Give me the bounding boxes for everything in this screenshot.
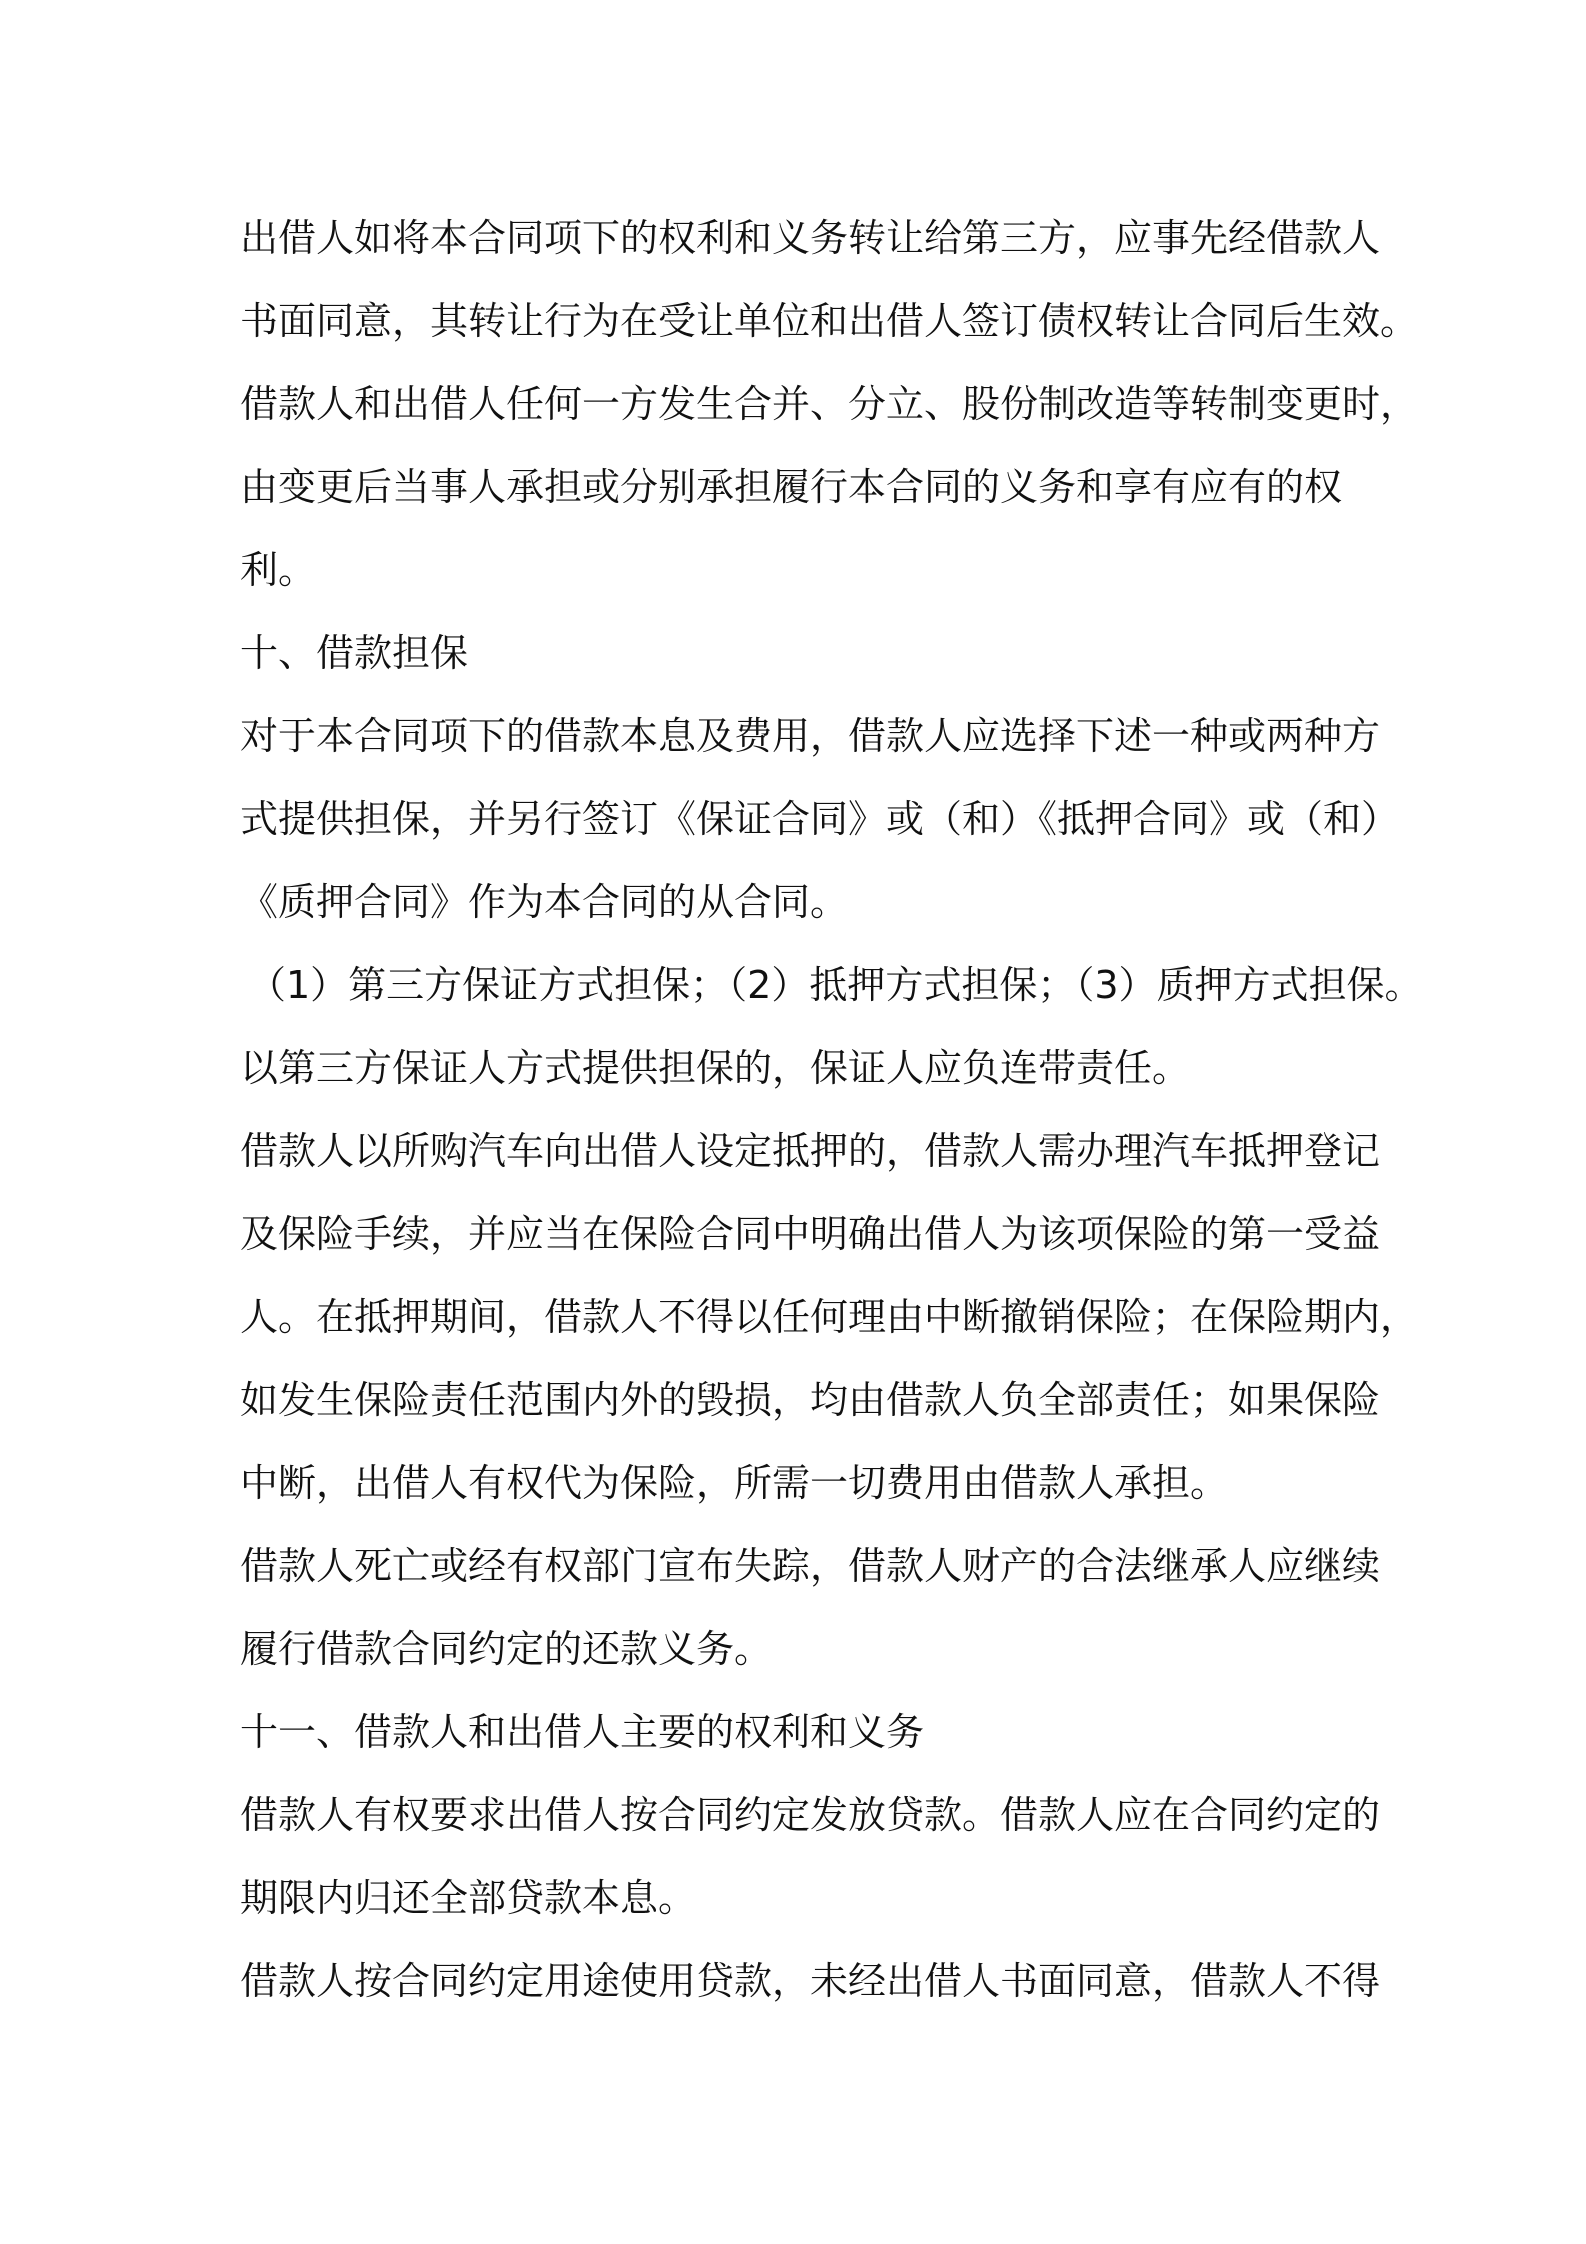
section-heading: 十一、借款人和出借人主要的权利和义务 (240, 1710, 925, 1754)
text-line: 中断，出借人有权代为保险，所需一切费用由借款人承担。 (240, 1461, 1229, 1505)
text-line: （1）第三方保证方式担保；（2）抵押方式担保；（3）质押方式担保。 (248, 963, 1423, 1007)
text-line: 对于本合同项下的借款本息及费用，借款人应选择下述一种或两种方 (240, 714, 1381, 758)
text-line: 借款人按合同约定用途使用贷款，未经出借人书面同意，借款人不得 (240, 1959, 1381, 2003)
text-line: 由变更后当事人承担或分别承担履行本合同的义务和享有应有的权 (240, 465, 1343, 509)
text-line: 利。 (240, 548, 317, 592)
text-line: 借款人和出借人任何一方发生合并、分立、股份制改造等转制变更时， (240, 382, 1419, 426)
text-line: 书面同意，其转让行为在受让单位和出借人签订债权转让合同后生效。 (240, 299, 1419, 343)
text-line: 出借人如将本合同项下的权利和义务转让给第三方，应事先经借款人 (240, 216, 1381, 260)
text-line: 履行借款合同约定的还款义务。 (240, 1627, 773, 1671)
text-line: 借款人以所购汽车向出借人设定抵押的，借款人需办理汽车抵押登记 (240, 1129, 1381, 1173)
text-line: 人。在抵押期间，借款人不得以任何理由中断撤销保险；在保险期内， (240, 1295, 1419, 1339)
text-line: 式提供担保，并另行签订《保证合同》或（和）《抵押合同》或（和） (240, 797, 1400, 841)
text-line: 期限内归还全部贷款本息。 (240, 1876, 697, 1920)
text-line: 借款人死亡或经有权部门宣布失踪，借款人财产的合法继承人应继续 (240, 1544, 1381, 1588)
text-line: 及保险手续，并应当在保险合同中明确出借人为该项保险的第一受益 (240, 1212, 1381, 1256)
section-heading: 十、借款担保 (240, 631, 469, 675)
text-line: 《质押合同》作为本合同的从合同。 (240, 880, 849, 924)
text-line: 以第三方保证人方式提供担保的，保证人应负连带责任。 (240, 1046, 1191, 1090)
text-line: 如发生保险责任范围内外的毁损，均由借款人负全部责任；如果保险 (240, 1378, 1381, 1422)
document-body (240, 197, 1423, 2023)
text-line: 借款人有权要求出借人按合同约定发放贷款。借款人应在合同约定的 (240, 1793, 1381, 1837)
